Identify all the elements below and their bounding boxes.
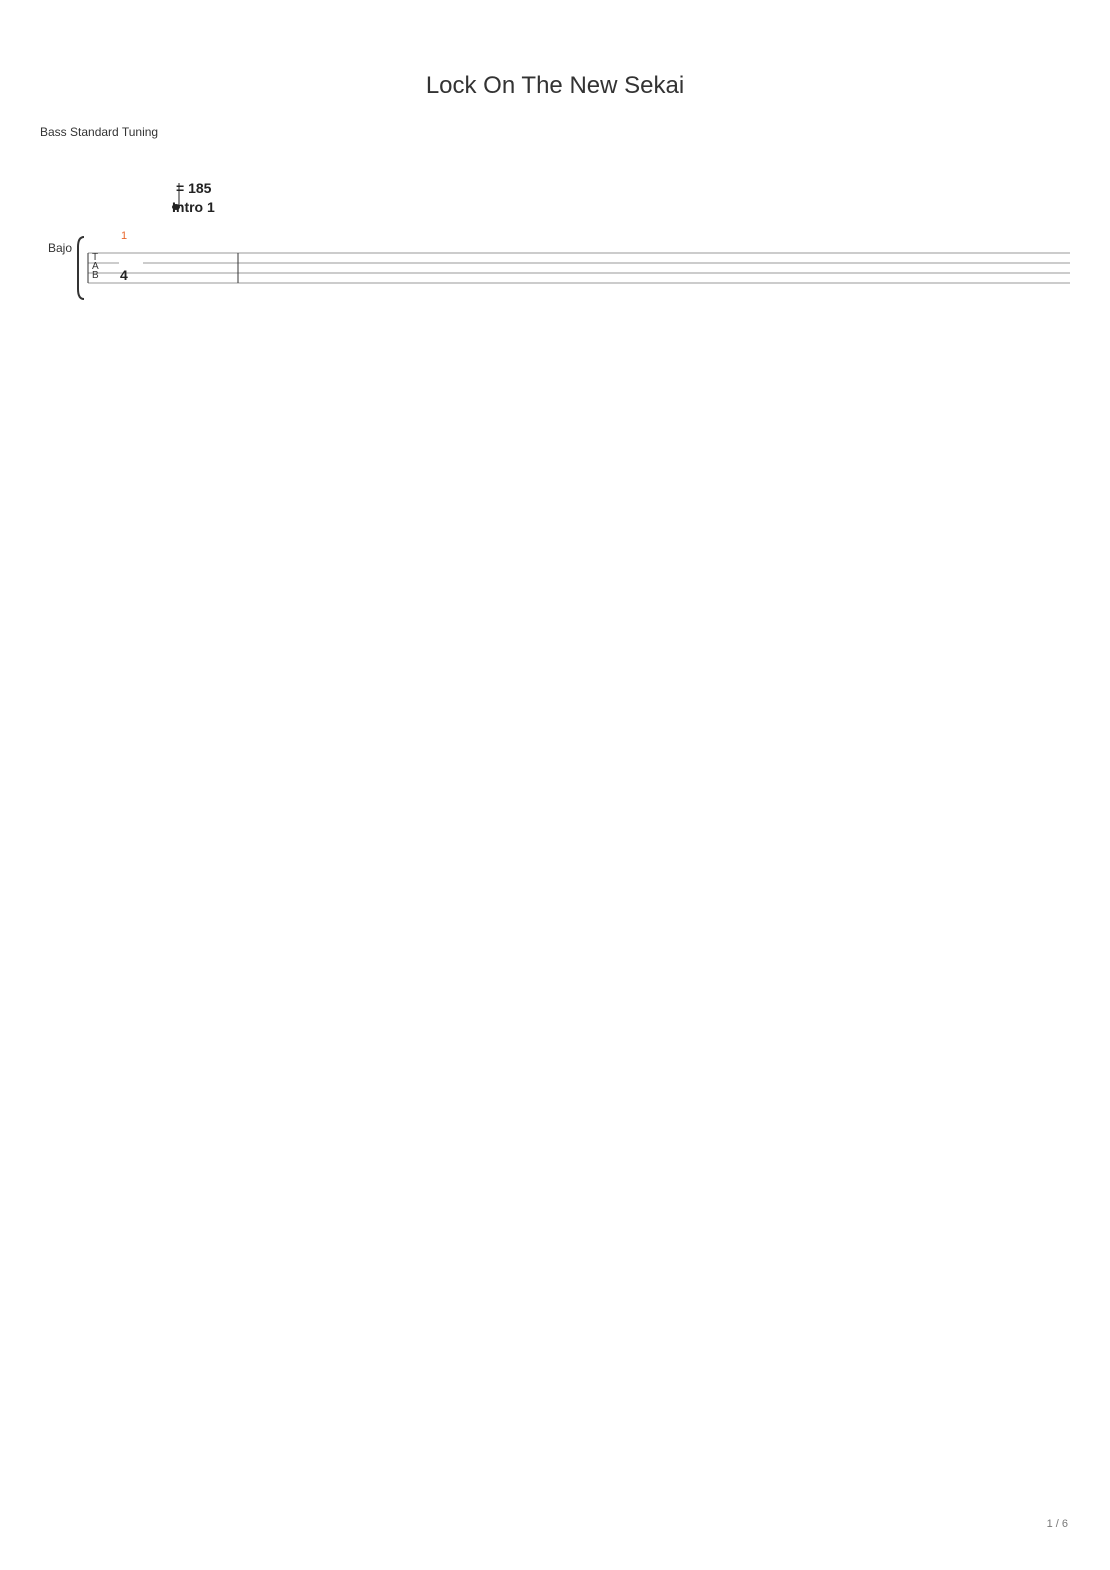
time-sig-bottom: 4	[120, 267, 128, 283]
tab-clef-letter: A	[92, 261, 99, 272]
page-number: 1 / 6	[1046, 1518, 1068, 1530]
measure-number: 1	[121, 230, 128, 242]
song-title: Lock On The New Sekai	[425, 72, 685, 99]
tuning-label: Bass Standard Tuning	[40, 125, 159, 139]
fret-bg	[119, 255, 143, 267]
section-label: Intro 1	[172, 199, 215, 215]
tab-clef-letter: T	[92, 252, 99, 263]
system-bracket	[78, 237, 84, 299]
track-name: Bajo	[48, 241, 73, 255]
tab-clef-letter: B	[92, 270, 99, 281]
tempo-label: = 185	[176, 180, 212, 196]
